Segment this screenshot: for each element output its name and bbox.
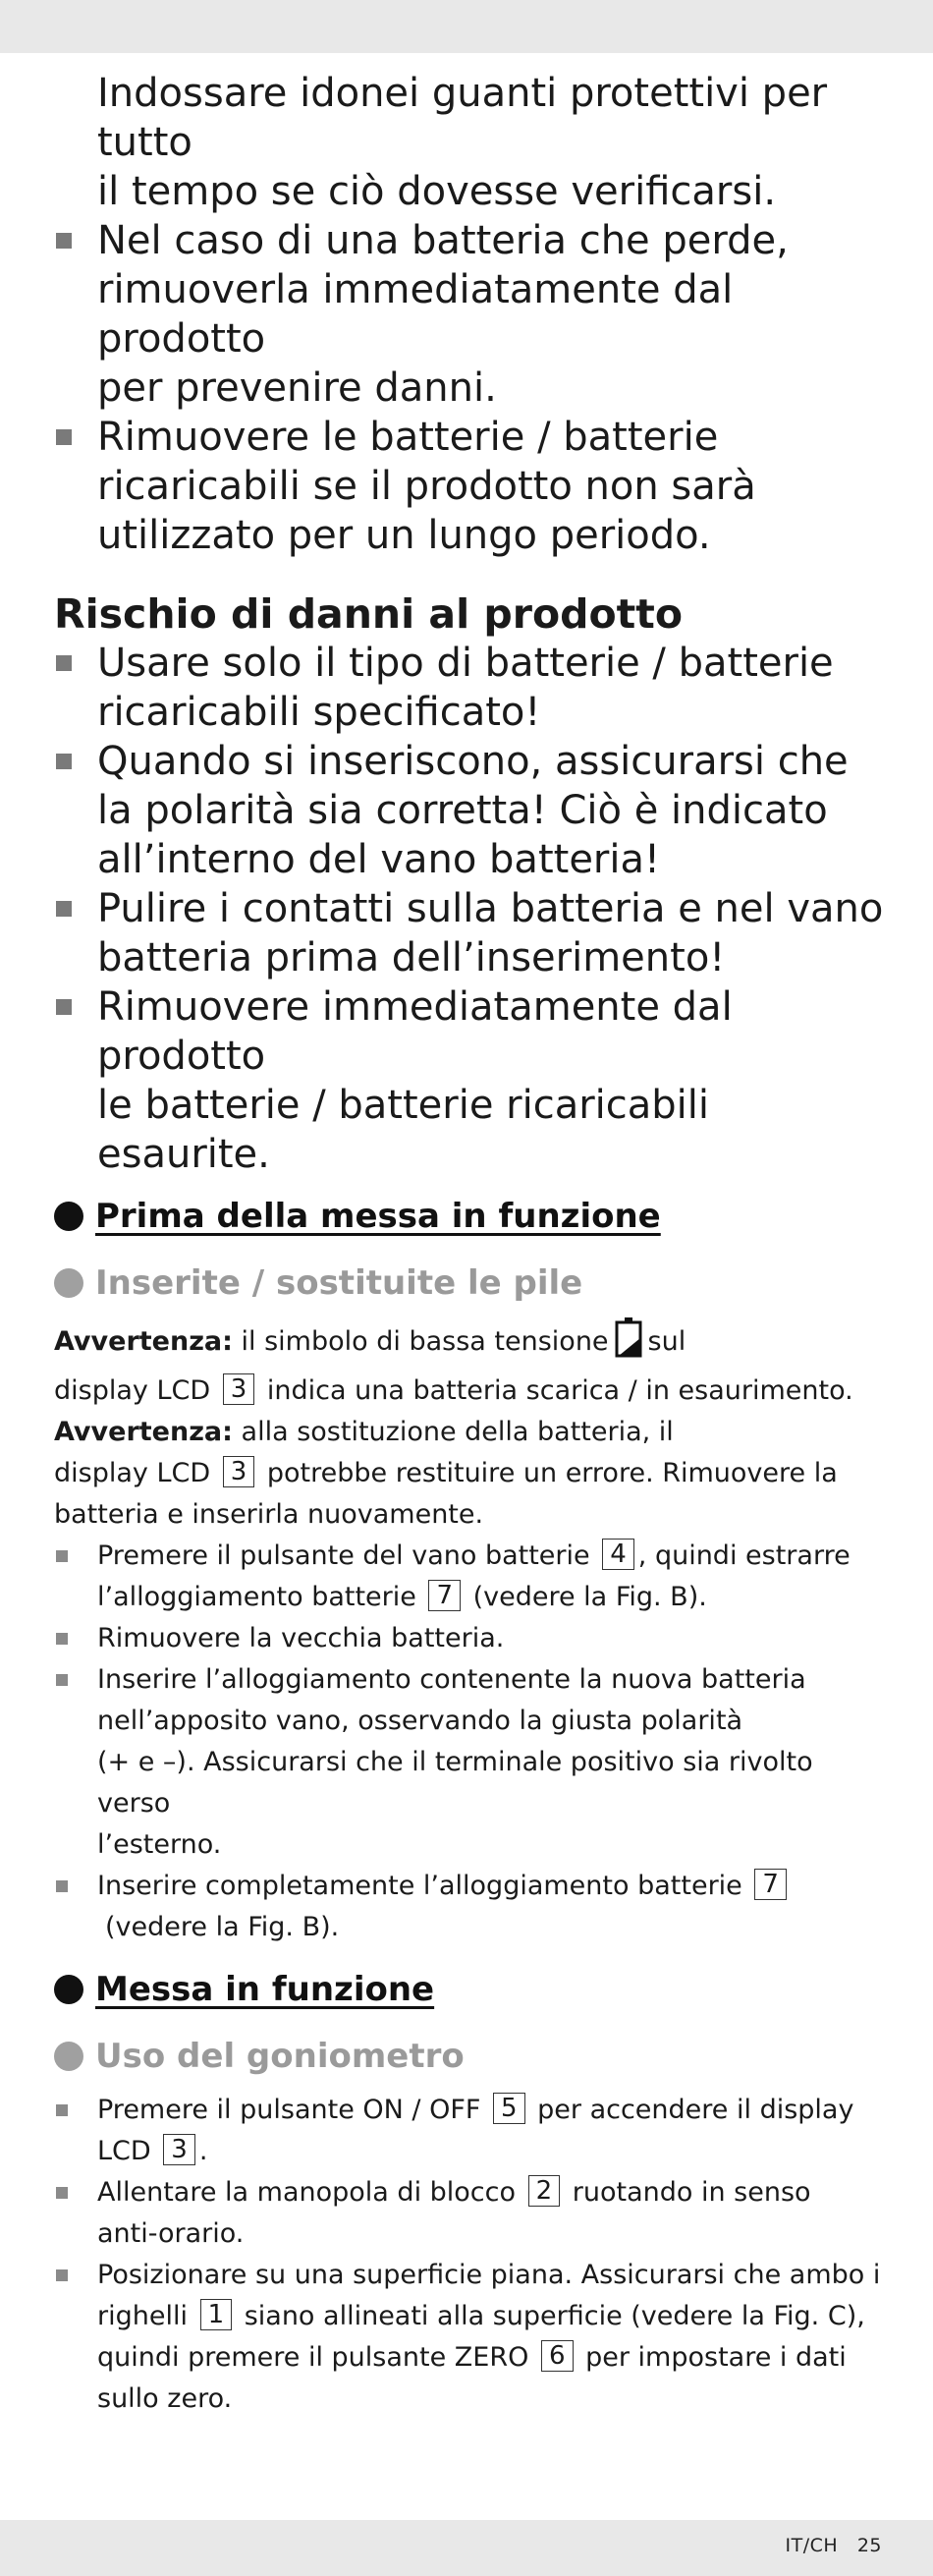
square-bullet-icon	[56, 2187, 68, 2199]
list-item: Inserire completamente l’alloggiamento batterie 7 (vedere la Fig. B).	[54, 1866, 884, 1948]
top-band	[0, 0, 933, 53]
square-bullet-icon	[56, 1633, 68, 1645]
square-bullet-icon	[56, 2104, 68, 2116]
page-number: IT/CH 25	[785, 2535, 882, 2556]
list-item: Premere il pulsante ON / OFF 5 per accendere il display LCD 3 .	[54, 2090, 884, 2172]
page-content	[54, 69, 884, 2420]
grey-circle-icon	[54, 1268, 83, 1298]
part-reference: 3	[163, 2134, 195, 2165]
section-heading: Messa in funzione	[54, 1970, 884, 2009]
part-reference: 2	[528, 2175, 561, 2207]
subsection-heading: Inserite / sostituite le pile	[54, 1263, 884, 1303]
subsection-heading: Uso del goniometro	[54, 2037, 884, 2076]
list-item: Rimuovere la vecchia batteria.	[54, 1618, 884, 1659]
part-reference: 5	[493, 2093, 525, 2124]
square-bullet-icon	[56, 2269, 68, 2281]
square-bullet-icon	[56, 901, 72, 917]
part-reference: 6	[541, 2340, 574, 2372]
part-reference: 4	[602, 1539, 634, 1570]
list-item: Rimuovere immediatamente dal prodotto le batterie / batterie ricaricabili esaurite.	[54, 982, 884, 1179]
square-bullet-icon	[56, 1550, 68, 1562]
part-reference: 7	[754, 1869, 787, 1900]
square-bullet-icon	[56, 233, 72, 249]
list-item: Inserire l’alloggiamento contenente la nuova batteria nell’apposito vano, osservando la giusta polarità (+ e –). Assicurarsi che il terminale positivo sia rivolto verso l’esterno.	[54, 1659, 884, 1866]
section-heading: Prima della messa in funzione	[54, 1197, 884, 1236]
square-bullet-icon	[56, 754, 72, 769]
battery-low-icon	[615, 1316, 642, 1371]
square-bullet-icon	[56, 655, 72, 671]
filled-circle-icon	[54, 1202, 83, 1231]
square-bullet-icon	[56, 429, 72, 445]
part-reference: 7	[428, 1580, 461, 1611]
list-item: Premere il pulsante del vano batterie 4 , quindi estrarre l’alloggiamento batterie 7 (vedere la Fig. B).	[54, 1536, 884, 1618]
list-item: Posizionare su una superficie piana. Assicurarsi che ambo i righelli 1 siano allineati alla superficie (vedere la Fig. C), quindi premere il pulsante ZERO 6 per impostare i dati sullo zero.	[54, 2255, 884, 2420]
filled-circle-icon	[54, 1975, 83, 2004]
list-item: Allentare la manopola di blocco 2 ruotando in senso anti-orario.	[54, 2172, 884, 2255]
list-item: Quando si inseriscono, assicurarsi che la polarità sia corretta! Ciò è indicato all’interno del vano batteria!	[54, 737, 884, 884]
square-bullet-icon	[56, 1674, 68, 1686]
list-item: Rimuovere le batterie / batterie ricaricabili se il prodotto non sarà utilizzato per un lungo periodo.	[54, 413, 884, 560]
square-bullet-icon	[56, 999, 72, 1015]
list-item: Nel caso di una batteria che perde, rimuoverla immediatamente dal prodotto per prevenire danni.	[54, 216, 884, 413]
list-item: Pulire i contatti sulla batteria e nel vano batteria prima dell’inserimento!	[54, 884, 884, 982]
intro-continuation: Indossare idonei guanti protettivi per tutto il tempo se ciò dovesse verificarsi.	[97, 71, 828, 214]
risk-heading: Rischio di danni al prodotto	[54, 590, 684, 638]
square-bullet-icon	[56, 1880, 68, 1892]
list-item: Usare solo il tipo di batterie / batterie ricaricabili specificato!	[54, 639, 884, 737]
part-reference: 3	[223, 1456, 255, 1487]
part-reference: 1	[200, 2299, 233, 2330]
warning-note: Avvertenza: il simbolo di bassa tensione sul display LCD 3 indica una batteria scarica / in esaurimento. Avvertenza: alla sostituzione della batteria, il display LCD 3 potrebbe restituire un errore. Rimuovere la batteria e inserirla nuovamente.	[54, 1316, 884, 1536]
part-reference: 3	[223, 1373, 255, 1405]
grey-circle-icon	[54, 2042, 83, 2071]
